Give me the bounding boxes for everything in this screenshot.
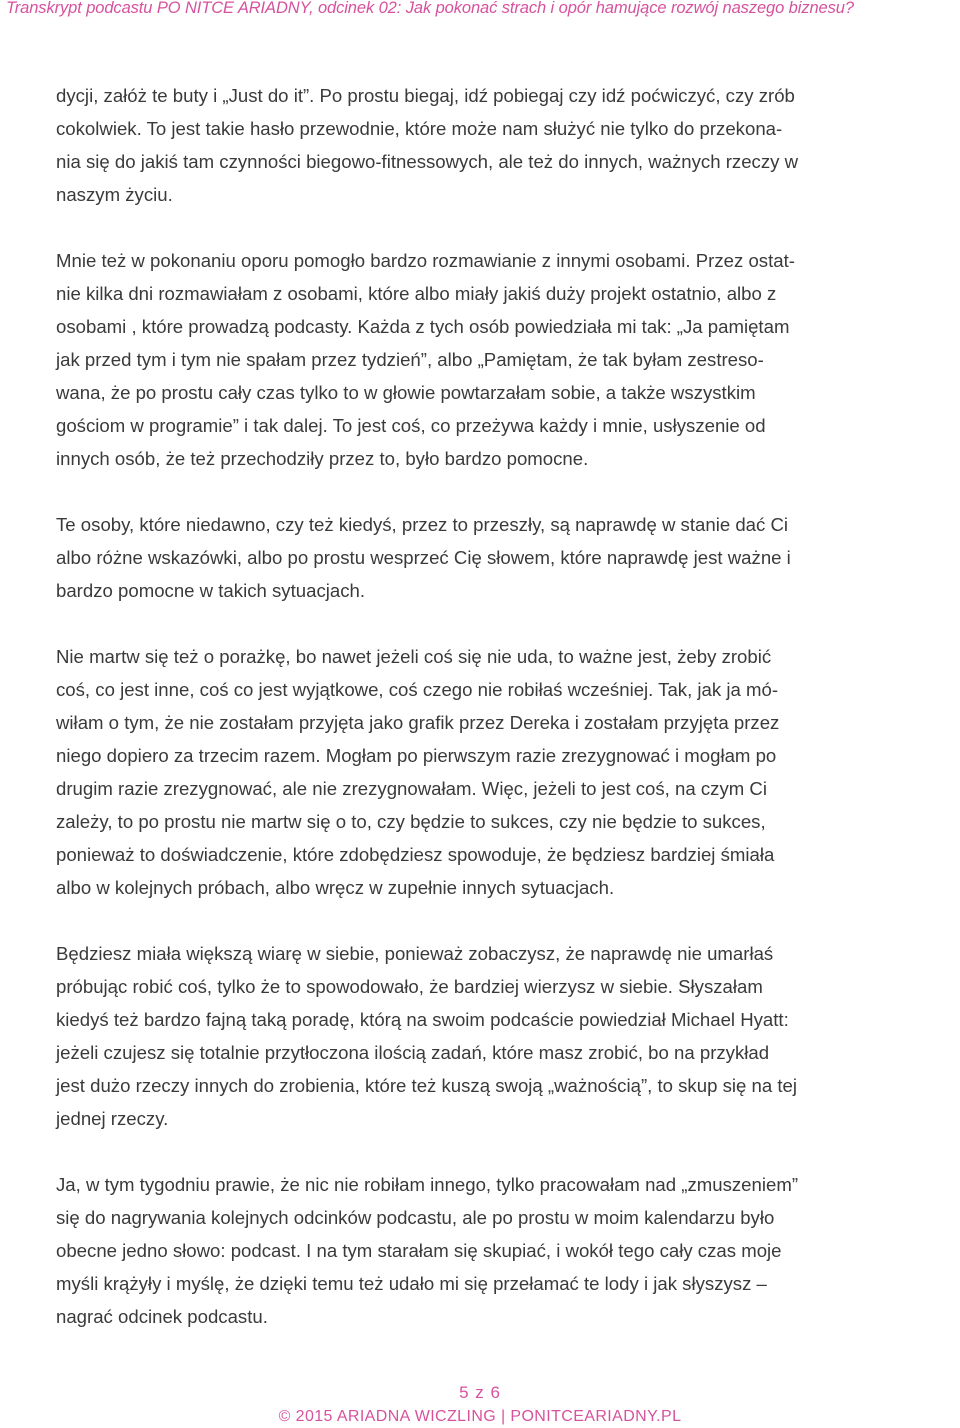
text-line: bardzo pomocne w takich sytuacjach.	[56, 580, 366, 601]
text-line: zależy, to po prostu nie martw się o to, czy będzie to sukces, czy nie będzie to sukces,	[56, 811, 766, 832]
text-line: nie kilka dni rozmawiałam z osobami, które albo miały jakiś duży projekt ostatnio, albo z	[56, 283, 777, 304]
text-line: jeżeli czujesz się totalnie przytłoczona ilością zadań, które masz zrobić, bo na przykład	[56, 1042, 770, 1063]
text-line: innych osób, że też przechodziły przez to, było bardzo pomocne.	[56, 448, 589, 469]
text-line: obecne jedno słowo: podcast. I na tym starałam się skupiać, i wokół tego cały czas moje	[56, 1240, 782, 1261]
text-line: wiłam o tym, że nie zostałam przyjęta jako grafik przez Dereka i zostałam przyjęta przez	[56, 712, 780, 733]
text-line: dycji, załóż te buty i „Just do it”. Po prostu biegaj, idź pobiegaj czy idź poćwiczyć, czy zrób	[56, 85, 795, 106]
text-line: jednej rzeczy.	[56, 1108, 169, 1129]
page-number: 5 z 6	[459, 1383, 501, 1402]
paragraph	[56, 1168, 916, 1333]
transcript-body	[56, 79, 916, 1333]
text-line: Te osoby, które niedawno, czy też kiedyś, przez to przeszły, są naprawdę w stanie dać Ci	[56, 514, 789, 535]
paragraph	[56, 79, 916, 211]
text-line: wana, że po prostu cały czas tylko to w głowie powtarzałam sobie, a także wszystkim	[56, 382, 756, 403]
text-line: ponieważ to doświadczenie, które zdobędziesz spowoduje, że będziesz bardziej śmiała	[56, 844, 775, 865]
text-line: niego dopiero za trzecim razem. Mogłam po pierwszym razie zrezygnować i mogłam po	[56, 745, 777, 766]
text-line: nagrać odcinek podcastu.	[56, 1306, 268, 1327]
text-line: myśli krążyły i myślę, że dzięki temu też udało mi się przełamać te lody i jak słyszysz –	[56, 1273, 767, 1294]
text-line: próbując robić coś, tylko że to spowodowało, że bardziej wierzysz w siebie. Słyszałam	[56, 976, 763, 997]
text-line: gościom w programie” i tak dalej. To jest coś, co przeżywa każdy i mnie, usłyszenie od	[56, 415, 766, 436]
paragraph	[56, 244, 916, 475]
paragraph	[56, 640, 916, 904]
text-line: coś, co jest inne, coś co jest wyjątkowe, coś czego nie robiłaś wcześniej. Tak, jak ja mó-	[56, 679, 779, 700]
text-line: się do nagrywania kolejnych odcinków podcastu, ale po prostu w moim kalendarzu było	[56, 1207, 775, 1228]
paragraph	[56, 937, 916, 1135]
text-line: cokolwiek. To jest takie hasło przewodnie, które może nam służyć nie tylko do przekona-	[56, 118, 783, 139]
text-line: kiedyś też bardzo fajną taką poradę, którą na swoim podcaście powiedział Michael Hyatt:	[56, 1009, 789, 1030]
text-line: osobami , które prowadzą podcasty. Każda z tych osób powiedziała mi tak: „Ja pamiętam	[56, 316, 790, 337]
text-line: naszym życiu.	[56, 184, 173, 205]
paragraph	[56, 508, 916, 607]
page-header	[0, 0, 960, 34]
copyright-notice: © 2015 ARIADNA WICZLING | PONITCEARIADNY.PL	[278, 1408, 682, 1425]
text-line: jak przed tym i tym nie spałam przez tydzień”, albo „Pamiętam, że tak byłam zestreso-	[56, 349, 764, 370]
text-line: Ja, w tym tygodniu prawie, że nic nie robiłam innego, tylko pracowałam nad „zmuszeniem”	[56, 1174, 799, 1195]
text-line: nia się do jakiś tam czynności biegowo-fitnessowych, ale też do innych, ważnych rzeczy w	[56, 151, 799, 172]
text-line: albo w kolejnych próbach, albo wręcz w zupełnie innych sytuacjach.	[56, 877, 615, 898]
text-line: Mnie też w pokonaniu oporu pomogło bardzo rozmawianie z innymi osobami. Przez ostat-	[56, 250, 795, 271]
text-line: Nie martw się też o porażkę, bo nawet jeżeli coś się nie uda, to ważne jest, żeby zrobić	[56, 646, 772, 667]
text-line: drugim razie zrezygnować, ale nie zrezygnowałam. Więc, jeżeli to jest coś, na czym Ci	[56, 778, 767, 799]
text-line: Będziesz miała większą wiarę w siebie, ponieważ zobaczysz, że naprawdę nie umarłaś	[56, 943, 774, 964]
text-line: albo różne wskazówki, albo po prostu wesprzeć Cię słowem, które naprawdę jest ważne i	[56, 547, 791, 568]
document-title: Transkrypt podcastu PO NITCE ARIADNY, odcinek 02: Jak pokonać strach i opór hamujące rozwój naszego biznesu?	[6, 0, 854, 17]
text-line: jest dużo rzeczy innych do zrobienia, które też kuszą swoją „ważnością”, to skup się na tej	[56, 1075, 797, 1096]
